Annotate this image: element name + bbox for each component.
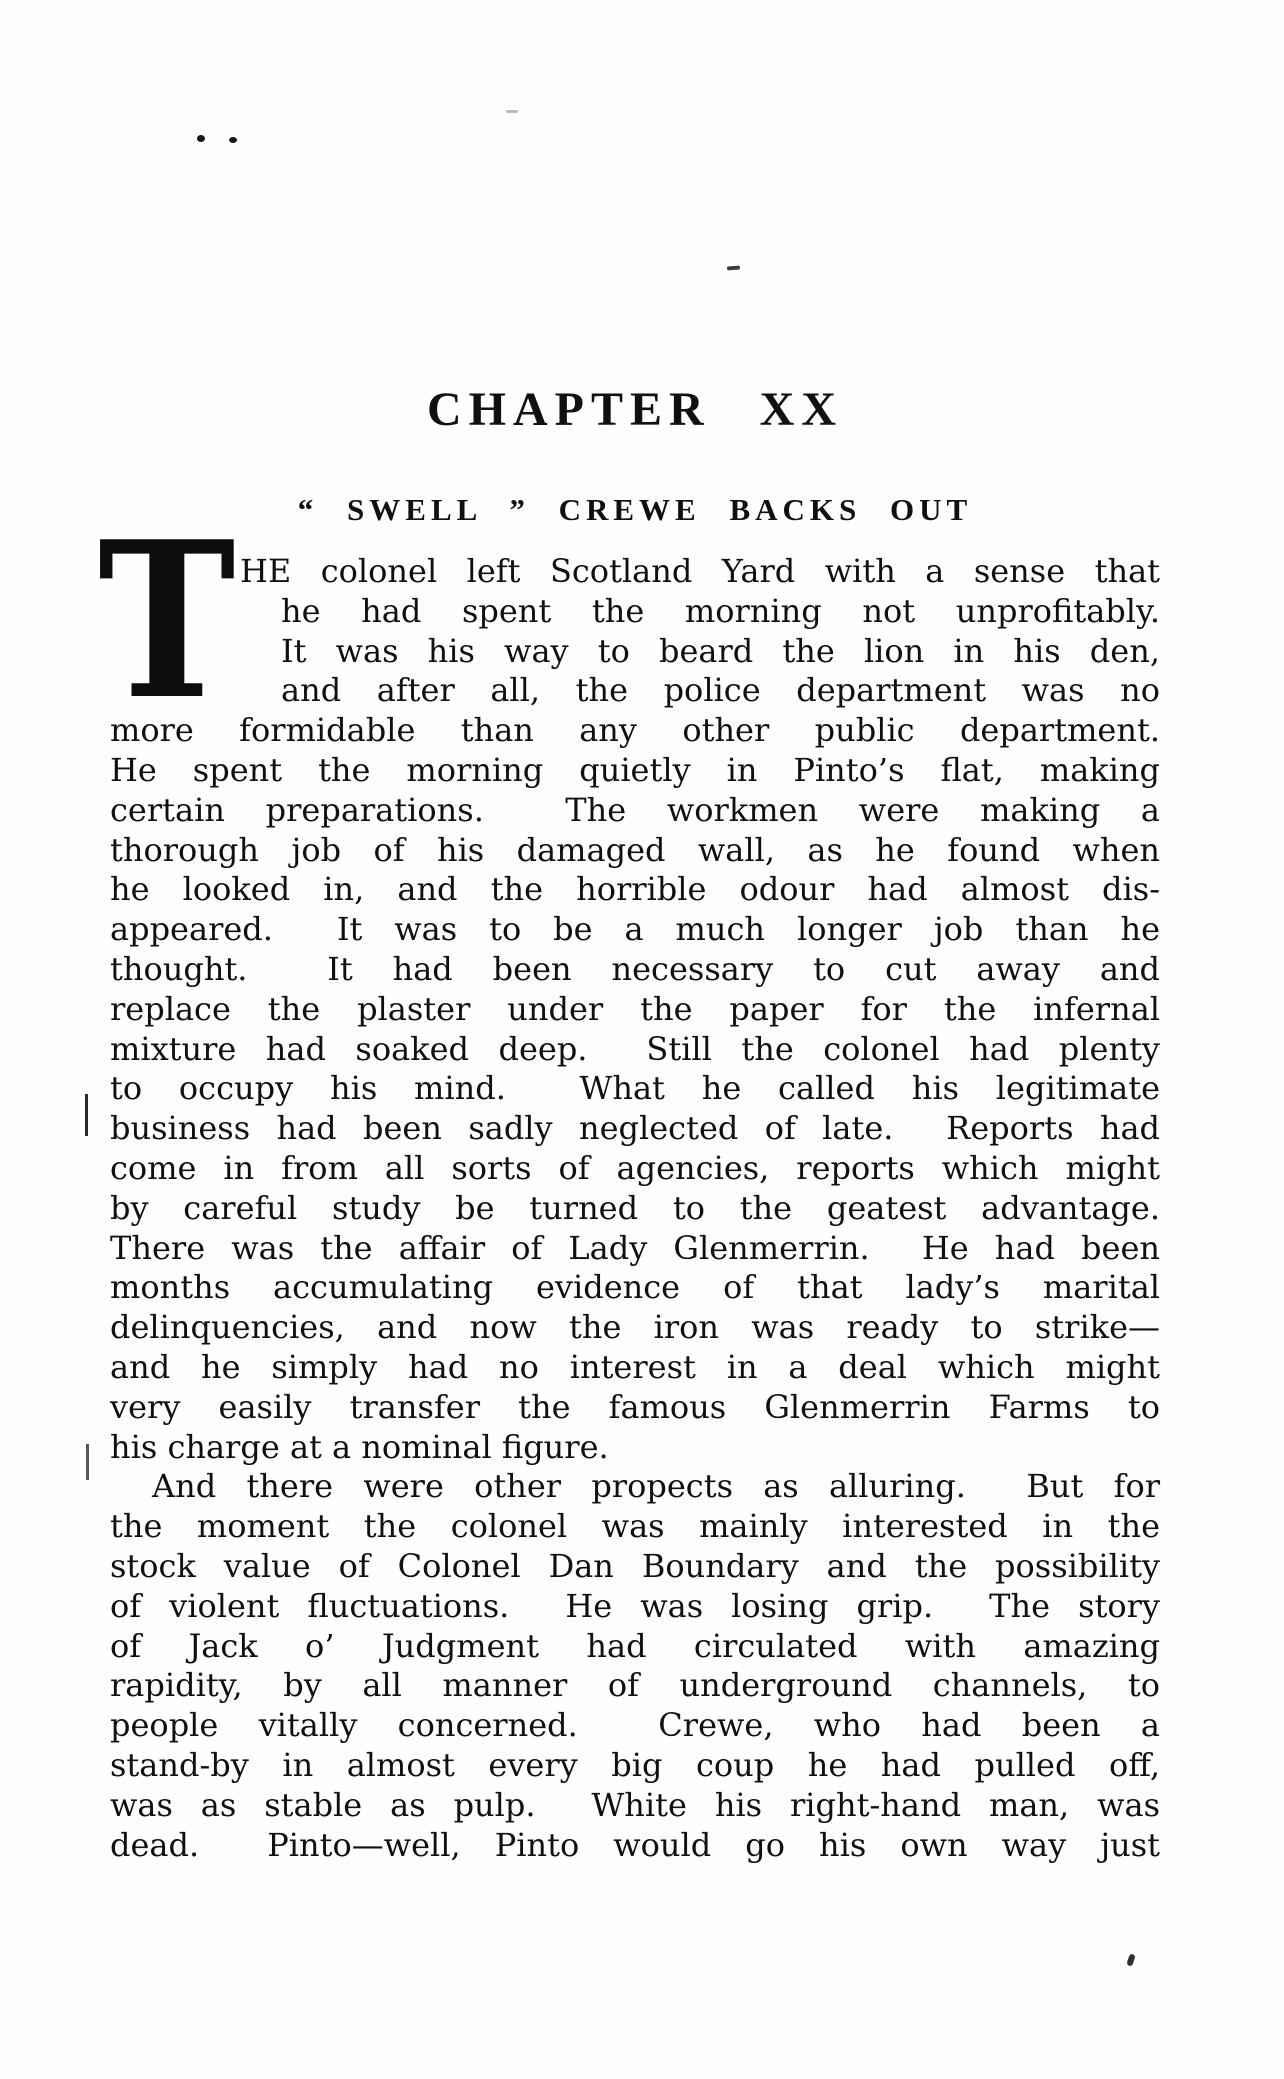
- text-line: appeared. It was to be a much longer job than he: [110, 910, 1160, 949]
- text-line: and he simply had no interest in a deal which might: [110, 1347, 1160, 1386]
- chapter-subtitle: “ SWELL ” CREWE BACKS OUT: [297, 492, 973, 527]
- text-line: people vitally concerned. Crewe, who had been a: [110, 1706, 1160, 1745]
- text-line: thought. It had been necessary to cut away and: [110, 949, 1160, 988]
- text-line: There was the affair of Lady Glenmerrin. He had been: [110, 1228, 1160, 1267]
- text-line: was as stable as pulp. White his right-hand man, was: [110, 1785, 1160, 1824]
- body-text: [110, 552, 1160, 1865]
- text-line: business had been sadly neglected of late. Reports had: [110, 1109, 1160, 1148]
- text-line: of Jack o’ Judgment had circulated with amazing: [110, 1626, 1160, 1665]
- scan-speck: [229, 137, 237, 143]
- text-line: more formidable than any other public department.: [110, 711, 1160, 750]
- text-line: months accumulating evidence of that lady’s marital: [110, 1268, 1160, 1307]
- text-line: by careful study be turned to the geatest advantage.: [110, 1188, 1160, 1227]
- scan-margin-mark: [85, 1094, 88, 1136]
- text-line: stand-by in almost every big coup he had pulled off,: [110, 1745, 1160, 1784]
- chapter-heading: CHAPTER XX: [426, 383, 843, 436]
- text-line: to occupy his mind. What he called his legitimate: [110, 1069, 1160, 1108]
- text-line: replace the plaster under the paper for the infernal: [110, 989, 1160, 1028]
- text-line: rapidity, by all manner of underground channels, to: [110, 1666, 1160, 1705]
- text-line: come in from all sorts of agencies, reports which might: [110, 1148, 1160, 1187]
- text-line: He spent the morning quietly in Pinto’s flat, making: [110, 750, 1160, 789]
- text-line: thorough job of his damaged wall, as he found when: [110, 830, 1160, 869]
- text-line: he had spent the morning not unprofitably.: [281, 591, 1160, 630]
- text-line: certain preparations. The workmen were making a: [110, 790, 1160, 829]
- text-line: delinquencies, and now the iron was ready to strike—: [110, 1308, 1160, 1347]
- text-line: he looked in, and the horrible odour had almost dis-: [110, 870, 1160, 909]
- text-line: of violent fluctuations. He was losing grip. The story: [110, 1586, 1160, 1625]
- scan-speck: [197, 135, 205, 142]
- text-line: dead. Pinto—well, Pinto would go his own way just: [110, 1825, 1160, 1864]
- text-line: stock value of Colonel Dan Boundary and the possibility: [110, 1546, 1160, 1585]
- scan-speck: [727, 266, 740, 271]
- scan-speck: [1126, 1953, 1135, 1966]
- text-line: and after all, the police department was no: [281, 671, 1160, 710]
- text-line: very easily transfer the famous Glenmerrin Farms to: [110, 1387, 1160, 1426]
- text-line: his charge at a nominal figure.: [110, 1427, 609, 1466]
- scan-margin-mark: [86, 1444, 89, 1480]
- text-line: It was his way to beard the lion in his den,: [281, 631, 1160, 670]
- scan-speck: [506, 110, 518, 113]
- drop-cap: T: [98, 494, 236, 747]
- text-line: mixture had soaked deep. Still the colonel had plenty: [110, 1029, 1160, 1068]
- text-line: And there were other propects as alluring. But for: [152, 1467, 1160, 1506]
- text-line: HE colonel left Scotland Yard with a sense that: [240, 552, 1160, 590]
- text-line: the moment the colonel was mainly interested in the: [110, 1507, 1160, 1546]
